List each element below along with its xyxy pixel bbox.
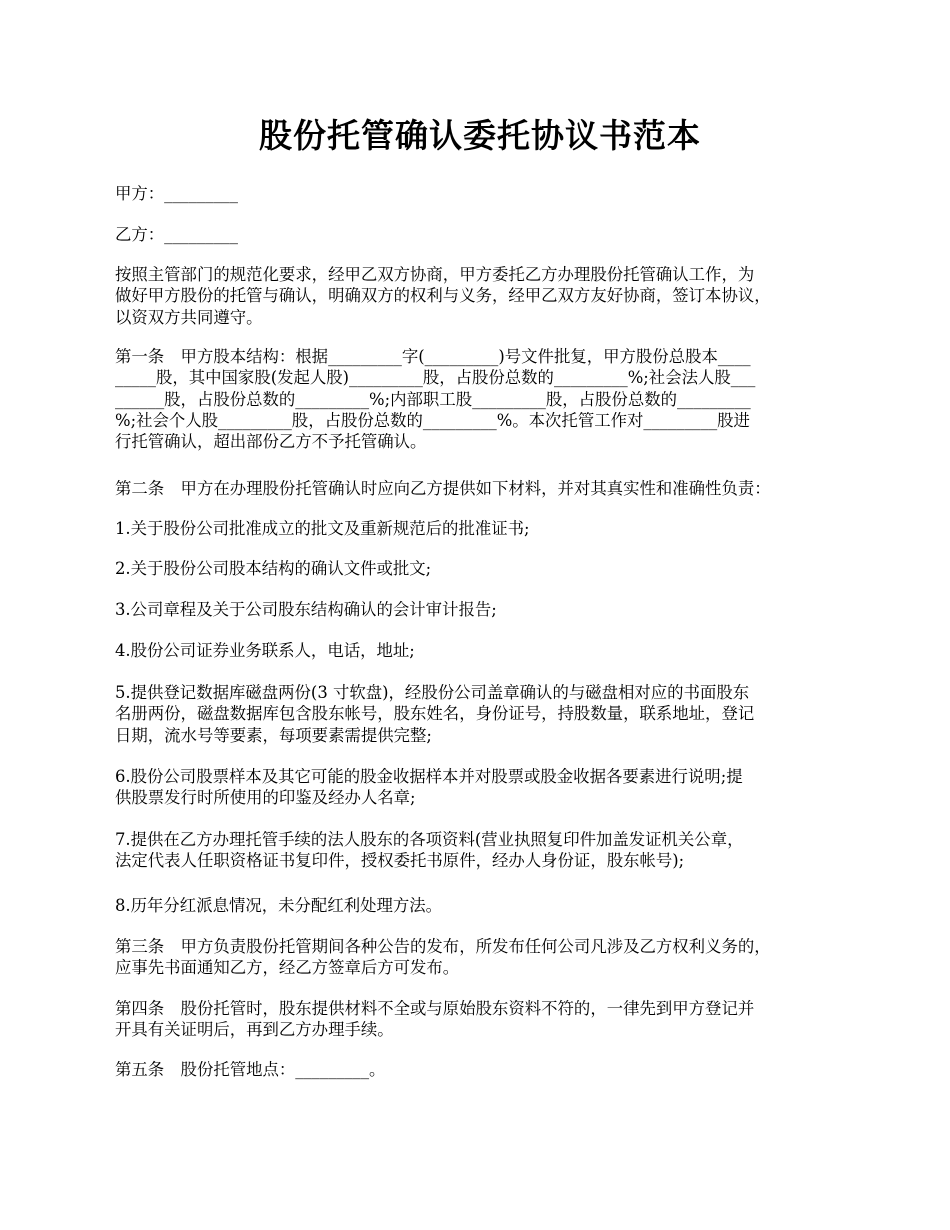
party-a-line: 甲方：_________: [115, 184, 238, 203]
list-item-6-line: 6.股份公司股票样本及其它可能的股金收据样本并对股票或股金收据各要素进行说明;提: [115, 767, 743, 786]
list-item-7-line: 7.提供在乙方办理托管手续的法人股东的各项资料(营业执照复印件加盖发证机关公章，: [115, 830, 744, 849]
intro-line: 做好甲方股份的托管与确认，明确双方的权利与义务，经甲乙双方友好协商，签订本协议，: [115, 286, 771, 306]
article-2-paragraph: 第二条 甲方在办理股份托管确认时应向乙方提供如下材料，并对其真实性和准确性负责：: [115, 479, 771, 498]
list-item-6: [115, 766, 845, 809]
list-item-1: 1.关于股份公司批准成立的批文及重新规范后的批准证书;: [115, 519, 530, 538]
list-item-5-line: 日期，流水号等要素，每项要素需提供完整;: [115, 725, 432, 745]
list-item-7-line: 法定代表人任职资格证书复印件，授权委托书原件，经办人身份证，股东帐号);: [115, 851, 685, 871]
article-1-line: _____股，其中国家股(发起人股)_________股，占股份总数的_________%;社会法人股___: [115, 368, 756, 388]
list-item-4: 4.股份公司证券业务联系人，电话，地址;: [115, 641, 415, 660]
intro-line: 以资双方共同遵守。: [115, 307, 263, 327]
list-item-7: [115, 829, 845, 872]
article-1-line: %;社会个人股_________股，占股份总数的_________%。本次托管工作对_________股进: [115, 410, 750, 430]
list-item-5-line: 5.提供登记数据库磁盘两份(3 寸软盘)，经股份公司盖章确认的与磁盘相对应的书面股东: [115, 683, 750, 702]
article-3-paragraph: [115, 936, 845, 979]
list-item-3: 3.公司章程及关于公司股东结构确认的会计审计报告;: [115, 600, 497, 619]
list-item-2: 2.关于股份公司股本结构的确认文件或批文;: [115, 559, 432, 578]
article-1-line: 行托管确认，超出部份乙方不予托管确认。: [115, 432, 427, 452]
list-item-6-line: 供股票发行时所使用的印鉴及经办人名章;: [115, 788, 416, 808]
article-1-line: 第一条 甲方股本结构：根据_________字(_________)号文件批复，甲方股份总股本____: [115, 347, 751, 366]
list-item-5-line: 名册两份，磁盘数据库包含股东帐号，股东姓名，身份证号，持股数量，联系地址，登记: [115, 704, 755, 724]
party-b-line: 乙方：_________: [115, 225, 238, 244]
article-4-line: 开具有关证明后，再到乙方办理手续。: [115, 1020, 394, 1040]
intro-paragraph: [115, 264, 845, 328]
document-title: 股份托管确认委托协议书范本: [259, 116, 701, 155]
article-5-paragraph: 第五条 股份托管地点：_________。: [115, 1060, 386, 1079]
article-3-line: 第三条 甲方负责股份托管期间各种公告的发布，所发布任何公司凡涉及乙方权利义务的，: [115, 937, 771, 956]
intro-line: 按照主管部门的规范化要求，经甲乙双方协商，甲方委托乙方办理股份托管确认工作，为: [115, 265, 755, 284]
list-item-8: 8.历年分红派息情况，未分配红利处理方法。: [115, 896, 443, 915]
article-1-line: ______股，占股份总数的_________%;内部职工股_________股，占股份总数的_________: [115, 389, 751, 409]
article-4-line: 第四条 股份托管时，股东提供材料不全或与原始股东资料不符的，一律先到甲方登记并: [115, 999, 755, 1018]
article-3-line: 应事先书面通知乙方，经乙方签章后方可发布。: [115, 958, 460, 978]
article-4-paragraph: [115, 998, 845, 1041]
article-1-paragraph: [115, 346, 845, 452]
list-item-5: [115, 682, 845, 746]
